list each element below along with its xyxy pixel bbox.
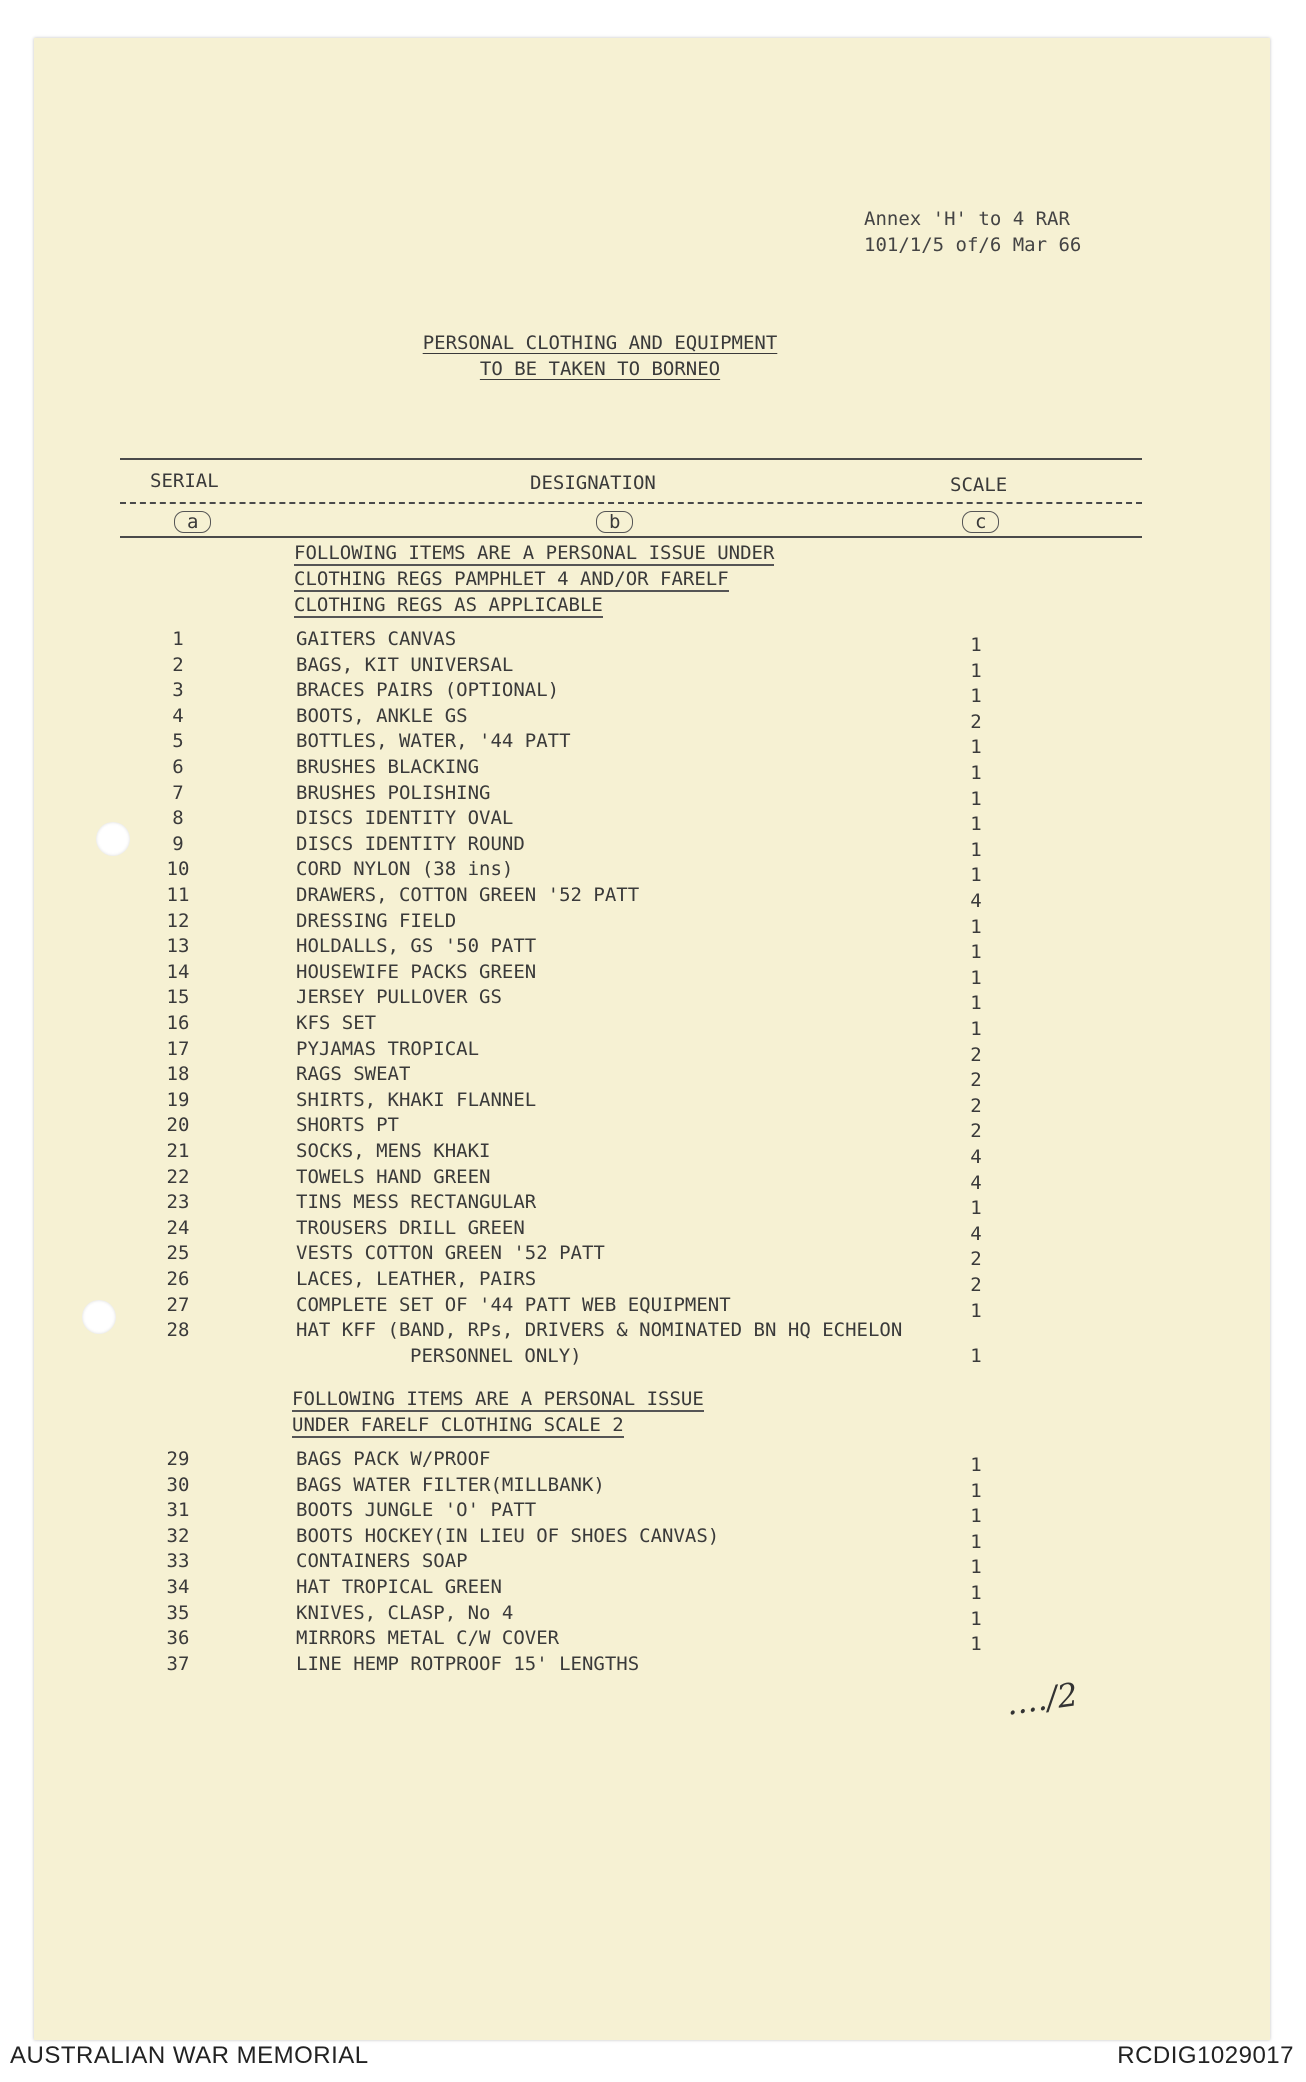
item-designation: KFS SET: [296, 1012, 377, 1034]
item-designation: GAITERS CANVAS: [296, 628, 457, 650]
item-designation: TINS MESS RECTANGULAR: [296, 1191, 537, 1214]
table-row: [0, 884, 1306, 910]
item-scale: 2: [970, 1094, 982, 1117]
table-row: [0, 705, 1306, 731]
item-serial: 11: [166, 884, 190, 906]
table-row: [0, 1089, 1306, 1115]
table-row: [0, 782, 1306, 808]
item-designation: KNIVES, CLASP, No 4: [296, 1601, 514, 1624]
table-row: [0, 1012, 1306, 1038]
item-scale: 1: [970, 1633, 982, 1656]
item-designation: HAT KFF (BAND, RPs, DRIVERS & NOMINATED BN HQ ECHELON: [296, 1319, 903, 1342]
item-designation: BAGS, KIT UNIVERSAL: [296, 653, 514, 676]
table-row: [0, 1140, 1306, 1166]
column-sub-scale: c: [962, 511, 999, 533]
item-designation: BRACES PAIRS (OPTIONAL): [296, 679, 560, 702]
item-serial: 32: [166, 1524, 190, 1547]
item-serial: 6: [172, 756, 184, 778]
table-row: [0, 679, 1306, 708]
item-scale: 1: [970, 941, 982, 964]
table-row: [0, 1474, 1306, 1500]
item-designation: TROUSERS DRILL GREEN: [296, 1216, 525, 1239]
item-serial: 14: [166, 960, 190, 983]
section2-line-2: UNDER FARELF CLOTHING SCALE 2: [292, 1414, 624, 1436]
item-scale: 1: [970, 1530, 982, 1553]
annex-line-2: 101/1/5 of/6 Mar 66: [864, 234, 1082, 256]
table-row: [0, 1576, 1306, 1602]
table-row: [0, 1602, 1306, 1628]
item-serial: 17: [166, 1037, 190, 1060]
continuation-mark: ..../2: [1003, 1675, 1081, 1723]
item-scale: 1: [970, 1299, 982, 1322]
table-row: [0, 935, 1306, 964]
item-serial: 34: [166, 1576, 190, 1598]
column-sub-designation: b: [596, 511, 633, 533]
item-scale: 2: [970, 1120, 982, 1143]
item-serial: 33: [166, 1550, 190, 1573]
header-rule-middle: [120, 502, 1142, 504]
column-header-scale: SCALE: [950, 474, 1008, 496]
title-line-1: PERSONAL CLOTHING AND EQUIPMENT: [422, 332, 778, 354]
item-designation: SOCKS, MENS KHAKI: [296, 1140, 491, 1162]
table-row: [0, 1191, 1306, 1220]
item-scale: 4: [970, 890, 982, 912]
item-scale: 1: [970, 1018, 982, 1040]
item-designation: BOOTS, ANKLE GS: [296, 704, 468, 727]
section1-line-3: CLOTHING REGS AS APPLICABLE: [294, 594, 603, 616]
table-row: [0, 1653, 1306, 1679]
item-designation: BAGS PACK W/PROOF: [296, 1448, 491, 1470]
item-scale: 1: [970, 1197, 982, 1220]
table-row: [0, 1525, 1306, 1551]
item-serial: 30: [166, 1473, 190, 1496]
item-serial: 18: [166, 1063, 190, 1086]
table-row: [0, 1114, 1306, 1143]
item-designation: BOTTLES, WATER, '44 PATT: [296, 730, 571, 753]
table-row: [0, 1319, 1306, 1368]
item-serial: 35: [166, 1601, 190, 1624]
item-scale: 4: [970, 1171, 982, 1194]
item-serial: 7: [172, 781, 184, 804]
item-serial: 16: [166, 1012, 190, 1034]
header-rule-bottom: [120, 536, 1142, 538]
item-serial: 8: [172, 807, 184, 830]
table-row: [0, 1448, 1306, 1474]
table-row: [0, 807, 1306, 836]
item-designation: CORD NYLON (38 ins): [296, 858, 514, 881]
item-designation: DISCS IDENTITY ROUND: [296, 832, 525, 855]
item-scale: 1: [970, 966, 982, 989]
item-scale: 1: [970, 659, 982, 682]
item-scale: 1: [970, 838, 982, 861]
table-row: [0, 961, 1306, 987]
item-designation: SHIRTS, KHAKI FLANNEL: [296, 1088, 537, 1111]
item-serial: 15: [166, 986, 190, 1009]
document-title: [340, 330, 860, 382]
item-serial: 21: [166, 1140, 190, 1162]
item-designation: RAGS SWEAT: [296, 1063, 411, 1086]
item-scale: 1: [970, 864, 982, 887]
item-serial: 24: [166, 1216, 190, 1239]
item-serial: 23: [166, 1191, 190, 1214]
item-scale: 1: [970, 685, 982, 708]
item-designation: BOOTS JUNGLE 'O' PATT: [296, 1499, 537, 1522]
item-serial: 20: [166, 1114, 190, 1137]
item-designation: MIRRORS METAL C/W COVER: [296, 1627, 560, 1650]
item-designation: SHORTS PT: [296, 1114, 399, 1137]
section1-line-1: FOLLOWING ITEMS ARE A PERSONAL ISSUE UNDER: [294, 542, 775, 564]
item-serial: 4: [172, 704, 184, 727]
table-row: [0, 654, 1306, 680]
item-serial: 1: [172, 628, 184, 650]
item-designation: BOOTS HOCKEY(IN LIEU OF SHOES CANVAS): [296, 1524, 720, 1547]
item-scale: 1: [970, 915, 982, 938]
header-rule-top: [120, 458, 1142, 460]
table-row: [0, 833, 1306, 859]
item-serial: 36: [166, 1627, 190, 1650]
table-row: [0, 1166, 1306, 1192]
item-designation: DRESSING FIELD: [296, 909, 457, 932]
table-row: [0, 1550, 1306, 1579]
table-row: [0, 986, 1306, 1015]
item-designation: BAGS WATER FILTER(MILLBANK): [296, 1473, 605, 1496]
column-sub-serial: a: [174, 511, 211, 533]
item-scale: 4: [970, 1146, 982, 1168]
item-designation: PYJAMAS TROPICAL: [296, 1037, 480, 1060]
item-designation: DRAWERS, COTTON GREEN '52 PATT: [296, 884, 640, 906]
item-designation: VESTS COTTON GREEN '52 PATT: [296, 1242, 605, 1265]
item-scale: 1: [970, 813, 982, 836]
item-scale: 2: [970, 710, 982, 733]
item-serial: 25: [166, 1242, 190, 1265]
item-designation: LACES, LEATHER, PAIRS: [296, 1268, 537, 1290]
item-scale: 2: [970, 1248, 982, 1271]
item-serial: 12: [166, 909, 190, 932]
table-row: [0, 1038, 1306, 1064]
section-heading-personal-issue: [294, 540, 774, 618]
item-scale: 1: [970, 1582, 982, 1604]
item-designation: JERSEY PULLOVER GS: [296, 986, 502, 1009]
item-serial: 5: [172, 730, 184, 753]
table-row: [0, 1627, 1306, 1656]
section1-line-2: CLOTHING REGS PAMPHLET 4 AND/OR FARELF: [294, 568, 729, 590]
item-scale: 1: [970, 1454, 982, 1476]
item-designation: HOUSEWIFE PACKS GREEN: [296, 960, 537, 983]
table-row: [0, 1242, 1306, 1271]
section-heading-farelf-scale: [292, 1386, 704, 1438]
item-scale: 1: [970, 787, 982, 810]
item-serial: 19: [166, 1088, 190, 1111]
item-serial: 37: [166, 1652, 190, 1675]
table-row: [0, 1268, 1306, 1294]
item-scale: 4: [970, 1222, 982, 1245]
item-serial: 28: [166, 1319, 190, 1342]
item-designation: DISCS IDENTITY OVAL: [296, 807, 514, 830]
annex-reference: [864, 206, 1081, 258]
item-scale: 1: [970, 992, 982, 1015]
item-designation: BRUSHES BLACKING: [296, 756, 480, 778]
item-designation: COMPLETE SET OF '44 PATT WEB EQUIPMENT: [296, 1293, 731, 1316]
item-serial: 27: [166, 1293, 190, 1316]
item-serial: 3: [172, 679, 184, 702]
table-row: [0, 1499, 1306, 1528]
footer-left: AUSTRALIAN WAR MEMORIAL: [10, 2042, 369, 2069]
item-scale: 1: [970, 1505, 982, 1528]
item-serial: 29: [166, 1448, 190, 1470]
table-row: [0, 1217, 1306, 1243]
item-scale: 2: [970, 1274, 982, 1296]
table-row: [0, 756, 1306, 782]
annex-line-1: Annex 'H' to 4 RAR: [864, 208, 1070, 230]
table-row: [0, 730, 1306, 759]
section2-line-1: FOLLOWING ITEMS ARE A PERSONAL ISSUE: [292, 1388, 704, 1410]
table-row: [0, 628, 1306, 654]
item-designation: BRUSHES POLISHING: [296, 781, 491, 804]
table-row: [0, 910, 1306, 936]
footer-right: RCDIG1029017: [1117, 2042, 1294, 2069]
table-row: [0, 1063, 1306, 1092]
item-designation: CONTAINERS SOAP: [296, 1550, 468, 1573]
table-row: [0, 858, 1306, 887]
item-scale: 1: [970, 736, 982, 759]
title-line-2: TO BE TAKEN TO BORNEO: [479, 358, 721, 380]
table-row: [0, 1294, 1306, 1320]
item-scale: 2: [970, 1069, 982, 1092]
item-scale: 1: [970, 1607, 982, 1630]
item-scale: 1: [970, 634, 982, 656]
column-header-serial: SERIAL: [150, 470, 219, 492]
item-designation: TOWELS HAND GREEN: [296, 1165, 491, 1188]
item-serial: 13: [166, 935, 190, 958]
item-scale: 1: [970, 1345, 982, 1368]
item-scale: 2: [970, 1043, 982, 1066]
item-designation: HOLDALLS, GS '50 PATT: [296, 935, 537, 958]
item-designation: HAT TROPICAL GREEN: [296, 1576, 502, 1598]
item-serial: 10: [166, 858, 190, 881]
item-serial: 2: [172, 653, 184, 676]
item-scale: 1: [970, 1556, 982, 1579]
item-serial: 9: [172, 832, 184, 855]
column-header-designation: DESIGNATION: [530, 472, 656, 494]
item-designation: LINE HEMP ROTPROOF 15' LENGTHS: [296, 1652, 640, 1675]
item-serial: 31: [166, 1499, 190, 1522]
item-serial: 26: [166, 1268, 190, 1290]
item-designation-continued: PERSONNEL ONLY): [410, 1345, 582, 1368]
item-scale: 1: [970, 762, 982, 784]
item-scale: 1: [970, 1479, 982, 1502]
item-serial: 22: [166, 1165, 190, 1188]
